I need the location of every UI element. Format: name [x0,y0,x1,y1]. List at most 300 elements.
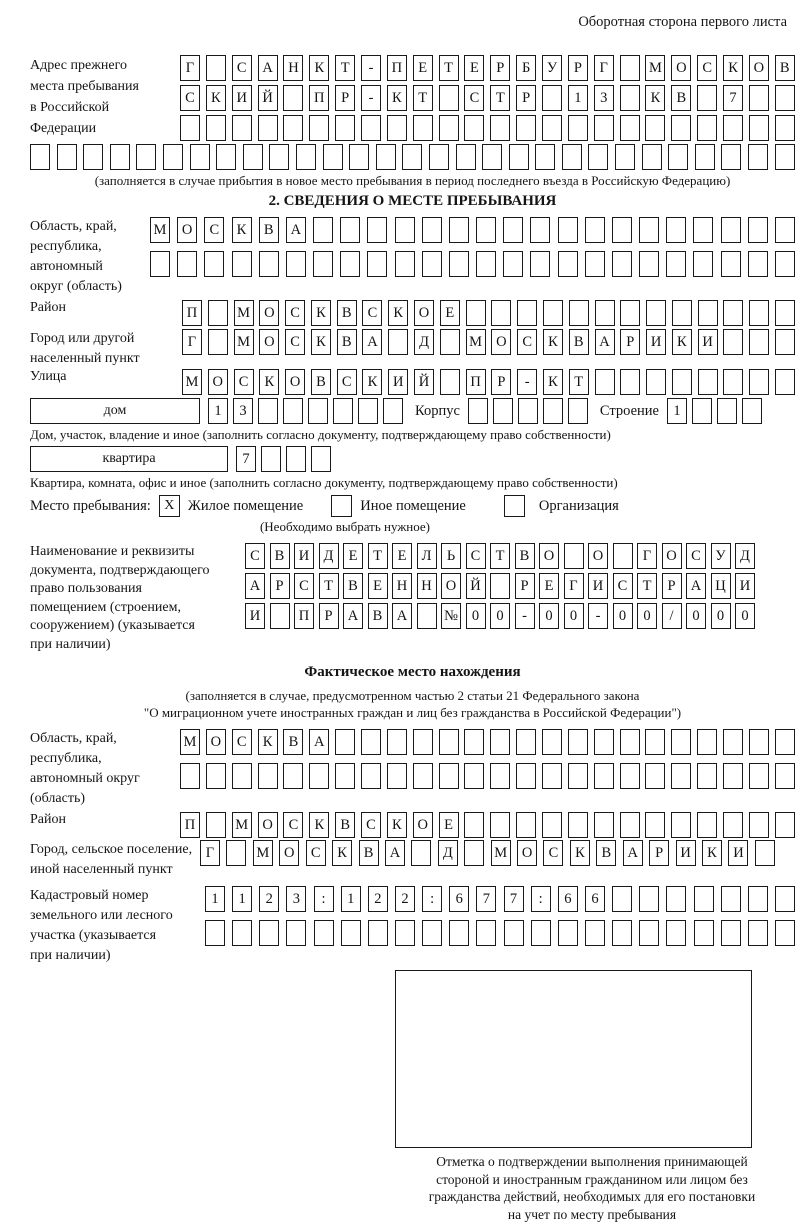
korpus-cells [468,398,588,424]
city-label [30,329,182,369]
empty-cell [482,144,502,170]
char-cell: В [337,300,357,326]
empty-cell [468,398,488,424]
empty-cell [361,115,381,141]
text-line: гражданства действий, необходимых для его постановки [428,1189,756,1204]
char-cell: М [491,840,511,866]
empty-cell [311,446,331,472]
char-cell: К [232,217,252,243]
empty-cell [387,763,407,789]
actual-location-note [30,688,795,721]
empty-cell [723,329,743,355]
empty-cell [697,812,717,838]
empty-cell [180,115,200,141]
empty-cell [775,729,795,755]
empty-cell [535,144,555,170]
empty-cell [259,251,279,277]
other-premises-checkbox [331,495,352,517]
char-cell: Д [319,543,339,569]
char-cell: В [359,840,379,866]
empty-cell [749,729,769,755]
empty-cell [588,144,608,170]
char-cell: И [676,840,696,866]
empty-cell [270,603,290,629]
char-cell: : [531,886,551,912]
empty-cell [646,300,666,326]
empty-cell [558,251,578,277]
flat-field-label: квартира [102,451,156,466]
empty-cell [30,144,50,170]
empty-cell [259,920,279,946]
char-cell: В [596,840,616,866]
empty-cell [723,729,743,755]
char-cell: С [543,840,563,866]
empty-cell [748,920,768,946]
empty-cell [620,812,640,838]
text-line: места пребывания [30,79,139,94]
empty-cell [612,251,632,277]
empty-cell [490,115,510,141]
empty-cell [206,55,226,81]
cadastre-row-2 [205,920,795,946]
city-cells [182,329,795,355]
confirmation-stamp-box [395,970,752,1148]
empty-cell [672,369,692,395]
char-cell: П [294,603,314,629]
empty-cell [283,763,303,789]
text-line: автономный округ [30,771,140,786]
korpus-label: Корпус [415,403,460,419]
char-cell: М [645,55,665,81]
empty-cell [775,217,795,243]
empty-cell [190,144,210,170]
empty-cell [568,398,588,424]
char-cell: М [253,840,273,866]
empty-cell [723,812,743,838]
stay-type-label: Место пребывания: [30,497,151,514]
char-cell: Е [440,300,460,326]
empty-cell [749,115,769,141]
empty-cell [671,729,691,755]
flat-note: Квартира, комната, офис и иное (заполнить согласно документу, подтверждающему право собственности) [30,475,618,490]
empty-cell [358,398,378,424]
region-row-2 [150,251,795,277]
char-cell: К [387,85,407,111]
previous-address-row-1 [180,55,795,81]
char-cell: А [385,840,405,866]
empty-cell [721,886,741,912]
district-block [30,300,795,326]
empty-cell [464,840,484,866]
char-cell: А [309,729,329,755]
previous-address-row-2 [180,85,795,111]
char-cell: Т [569,369,589,395]
char-cell: К [259,369,279,395]
house-number-cells [208,398,403,424]
empty-cell [742,398,762,424]
empty-cell [429,144,449,170]
actual-region-block [30,729,795,809]
previous-address-cell-rows [180,55,795,141]
empty-cell [439,729,459,755]
empty-cell [749,329,769,355]
empty-cell [367,251,387,277]
char-cell: П [387,55,407,81]
empty-cell [723,763,743,789]
empty-cell [775,812,795,838]
empty-cell [672,300,692,326]
empty-cell [269,144,289,170]
empty-cell [493,398,513,424]
char-cell: О [279,840,299,866]
flat-row [30,446,795,472]
char-cell: О [259,329,279,355]
empty-cell [395,920,415,946]
city-block [30,329,795,369]
char-cell: 2 [368,886,388,912]
char-cell: 0 [564,603,584,629]
actual-district-label: Район [30,812,66,827]
char-cell: М [182,369,202,395]
empty-cell [296,144,316,170]
char-cell: О [414,300,434,326]
char-cell: 0 [490,603,510,629]
char-cell: О [206,729,226,755]
empty-cell [693,217,713,243]
empty-cell [323,144,343,170]
char-cell: В [343,573,363,599]
empty-cell [749,300,769,326]
char-cell: В [311,369,331,395]
text-line: округ (область) [30,279,122,294]
char-cell: В [337,329,357,355]
empty-cell [208,329,228,355]
text-line: помещением (строением, [30,599,181,615]
street-block [30,369,795,395]
empty-cell [232,920,252,946]
empty-cell [749,812,769,838]
empty-cell [395,251,415,277]
empty-cell [83,144,103,170]
char-cell: С [285,300,305,326]
char-cell: 1 [667,398,687,424]
ownership-doc-row-3 [245,603,755,629]
char-cell: № [441,603,461,629]
empty-cell [422,920,442,946]
char-cell: 0 [686,603,706,629]
empty-cell [136,144,156,170]
empty-cell [620,300,640,326]
empty-cell [335,763,355,789]
text-line: Отметка о подтверждении выполнения принимающей [436,1154,748,1169]
char-cell: К [311,300,331,326]
empty-cell [748,217,768,243]
char-cell: Н [417,573,437,599]
empty-cell [491,300,511,326]
empty-cell [620,85,640,111]
char-cell: К [309,55,329,81]
empty-cell [490,573,510,599]
char-cell: 7 [504,886,524,912]
char-cell: Р [649,840,669,866]
empty-cell [490,729,510,755]
char-cell: О [517,840,537,866]
char-cell: К [723,55,743,81]
empty-cell [335,115,355,141]
empty-cell [615,144,635,170]
text-line: (область) [30,791,86,806]
empty-cell [163,144,183,170]
house-field-label: дом [103,403,127,418]
text-line: республика, [30,751,102,766]
char-cell: В [671,85,691,111]
empty-cell [402,144,422,170]
char-cell: Ь [441,543,461,569]
char-cell: 1 [341,886,361,912]
empty-cell [286,446,306,472]
empty-cell [749,85,769,111]
char-cell: И [588,573,608,599]
text-line: земельного или лесного [30,908,173,923]
char-cell: О [258,812,278,838]
empty-cell [620,729,640,755]
empty-cell [232,763,252,789]
char-cell: А [623,840,643,866]
empty-cell [503,217,523,243]
char-cell: К [570,840,590,866]
previous-address-row-3 [180,115,795,141]
ownership-doc-block [30,543,795,654]
empty-cell [569,300,589,326]
actual-region-label [30,729,180,809]
char-cell: А [245,573,265,599]
char-cell: : [422,886,442,912]
char-cell: - [588,603,608,629]
empty-cell [464,763,484,789]
char-cell: С [245,543,265,569]
text-line: населенный пункт [30,351,140,366]
char-cell: П [466,369,486,395]
char-cell: П [182,300,202,326]
empty-cell [646,369,666,395]
char-cell: В [368,603,388,629]
empty-cell [775,886,795,912]
char-cell: 3 [594,85,614,111]
char-cell: А [595,329,615,355]
char-cell: К [543,329,563,355]
empty-cell [695,144,715,170]
char-cell: У [542,55,562,81]
empty-cell [721,920,741,946]
empty-cell [645,729,665,755]
empty-cell [206,763,226,789]
empty-cell [723,115,743,141]
char-cell: - [515,603,535,629]
empty-cell [313,217,333,243]
empty-cell [314,920,334,946]
char-cell: С [294,573,314,599]
empty-cell [439,85,459,111]
flat-number-cells [236,446,331,472]
char-cell: 2 [259,886,279,912]
char-cell: М [234,300,254,326]
empty-cell [417,603,437,629]
char-cell: К [258,729,278,755]
char-cell: С [232,55,252,81]
empty-cell [697,729,717,755]
char-cell: В [270,543,290,569]
empty-cell [558,920,578,946]
ownership-doc-row-1 [245,543,755,569]
char-cell: О [662,543,682,569]
char-cell: 3 [233,398,253,424]
empty-cell [775,251,795,277]
empty-cell [620,369,640,395]
char-cell: С [204,217,224,243]
empty-cell [376,144,396,170]
char-cell: С [362,300,382,326]
empty-cell [562,144,582,170]
char-cell: Г [180,55,200,81]
empty-cell [748,144,768,170]
char-cell: Г [200,840,220,866]
char-cell: 3 [286,886,306,912]
empty-cell [367,217,387,243]
empty-cell [671,763,691,789]
empty-cell [261,446,281,472]
empty-cell [395,217,415,243]
text-line: Наименование и реквизиты [30,544,195,559]
text-line: при наличии) [30,636,111,652]
empty-cell [639,920,659,946]
empty-cell [340,217,360,243]
char-cell: Й [258,85,278,111]
actual-city-cells [200,840,775,866]
stroenie-cells [667,398,762,424]
char-cell: С [464,85,484,111]
empty-cell [668,144,688,170]
stay-type-row [30,495,795,517]
empty-cell [723,369,743,395]
empty-cell [232,115,252,141]
char-cell: Г [637,543,657,569]
char-cell: К [543,369,563,395]
char-cell: С [306,840,326,866]
empty-cell [340,251,360,277]
text-line: Город, сельское поселение, [30,842,193,857]
char-cell: В [259,217,279,243]
char-cell: Р [620,329,640,355]
empty-cell [503,251,523,277]
empty-cell [543,398,563,424]
char-cell: О [441,573,461,599]
char-cell: 0 [735,603,755,629]
empty-cell [723,300,743,326]
char-cell: С [361,812,381,838]
char-cell: Т [335,55,355,81]
empty-cell [464,115,484,141]
char-cell: 0 [539,603,559,629]
empty-cell [568,763,588,789]
char-cell: О [177,217,197,243]
char-cell: М [232,812,252,838]
char-cell: 7 [236,446,256,472]
empty-cell [439,115,459,141]
region-label [30,217,150,297]
char-cell: / [662,603,682,629]
empty-cell [440,369,460,395]
char-cell: И [728,840,748,866]
empty-cell [564,543,584,569]
empty-cell [422,251,442,277]
actual-region-row-1 [180,729,795,755]
char-cell: 6 [585,886,605,912]
previous-address-block [30,55,795,141]
char-cell: У [711,543,731,569]
char-cell: С [283,812,303,838]
empty-cell [642,144,662,170]
page-side-note: Оборотная сторона первого листа [578,14,787,30]
char-cell: П [180,812,200,838]
empty-cell [666,886,686,912]
char-cell: Р [515,573,535,599]
empty-cell [748,886,768,912]
flat-field-box [30,446,228,472]
empty-cell [775,300,795,326]
empty-cell [717,398,737,424]
empty-cell [387,729,407,755]
empty-cell [516,729,536,755]
text-line: Область, край, [30,731,117,746]
char-cell: К [309,812,329,838]
char-cell: С [337,369,357,395]
empty-cell [206,812,226,838]
char-cell: Г [182,329,202,355]
empty-cell [206,115,226,141]
empty-cell [558,217,578,243]
empty-cell [585,920,605,946]
char-cell: Т [319,573,339,599]
char-cell: Г [564,573,584,599]
empty-cell [383,398,403,424]
empty-cell [440,329,460,355]
empty-cell [697,85,717,111]
house-note: Дом, участок, владение и иное (заполнить согласно документу, подтверждающему право собственности) [30,427,611,442]
empty-cell [620,763,640,789]
empty-cell [542,115,562,141]
char-cell: С [466,543,486,569]
char-cell: В [775,55,795,81]
empty-cell [413,115,433,141]
empty-cell [476,920,496,946]
empty-cell [226,840,246,866]
empty-cell [697,763,717,789]
char-cell: К [311,329,331,355]
district-cells [182,300,795,326]
empty-cell [542,85,562,111]
char-cell: Т [490,85,510,111]
empty-cell [639,251,659,277]
empty-cell [208,300,228,326]
char-cell: Р [568,55,588,81]
text-line: Кадастровый номер [30,888,149,903]
char-cell: Р [270,573,290,599]
cadastre-row-1 [205,886,795,912]
char-cell: О [259,300,279,326]
empty-cell [476,217,496,243]
region-block [30,217,795,297]
actual-district-block [30,812,795,838]
